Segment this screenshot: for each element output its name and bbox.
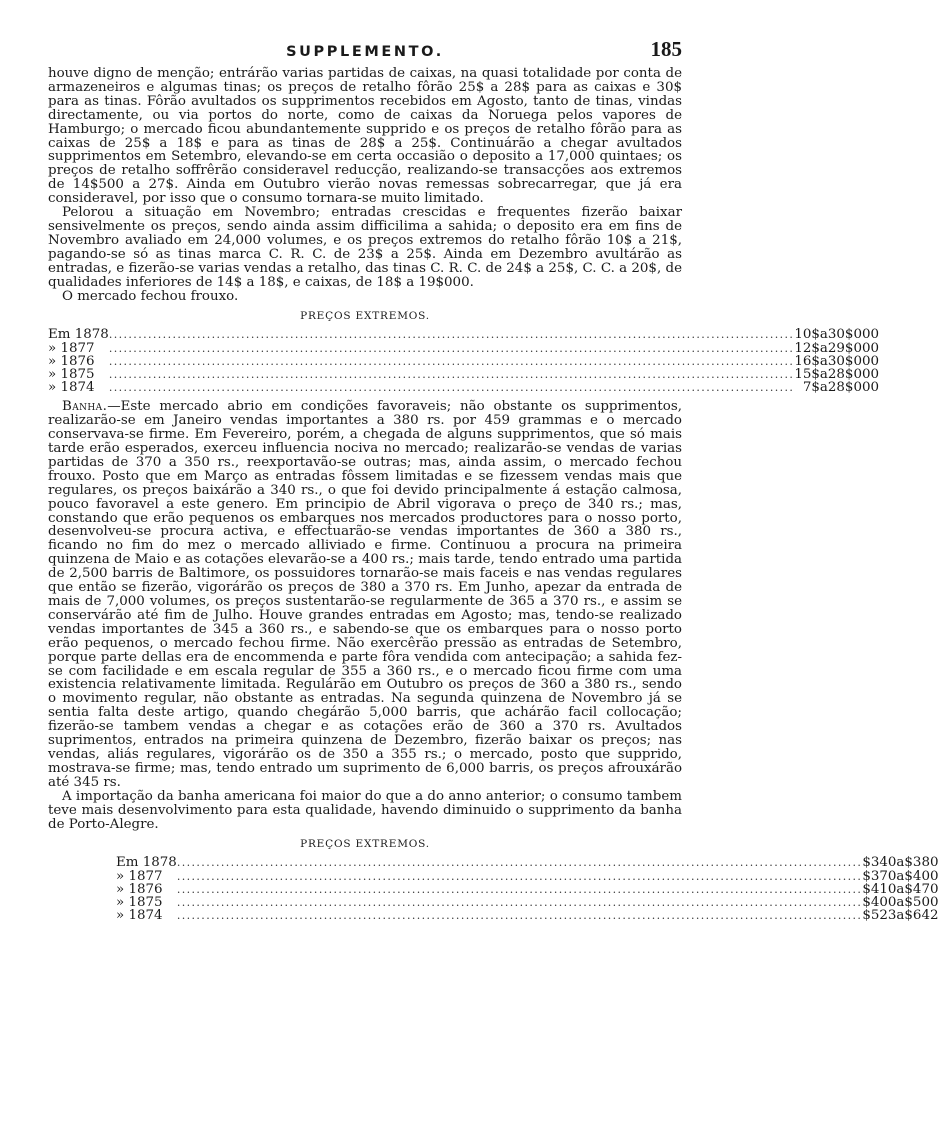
year-label: Em 1878 <box>116 855 177 871</box>
leader-dots: ............................................................................................................................................ <box>176 882 863 896</box>
banha-body: —Este mercado abrio em condições favoraveis; não obstante os supprimentos, realizarão-se em Janeiro vendas importantes a 380 rs. por 459 grammas e o mercado conservava-se firme. Em Fevereiro, porém, a chegada de alguns supprimentos, que só mais tarde erão esperados, exerceu influencia nociva no mercado; realizarão-se vendas de varias partidas de 370 a 350 rs., reexportavão-se outras; mas, ainda assim, o mercado fechou frouxo. Posto que em Março as entradas fôssem limitadas e se fizessem vendas mais que regulares, os preços baixárão a 340 rs., o que foi devido principalmente á estação calmosa, pouco favoravel a este genero. Em principio de Abril vigorava o preço de 340 rs.; mas, constando que erão pequenos os embarques nos mercados productores para o nosso porto, desenvolveu-se procura activa, e effectuarão-se vendas importantes de 360 a 380 rs., ficando no fim do mez o mercado alliviado e firme. Continuou a procura na primeira quinzena de Maio e as cotações elevarão-se a 400 rs.; mais tarde, tendo entrado uma partida de 2,500 barris de Baltimore, os possuidores tornarão-se mais faceis e nas vendas regulares que então se fizerão, vigorárão os preços de 380 a 370 rs. Em Junho, apezar da entrada de mais de 7,000 volumes, os preços sustentarão-se regularmente de 365 a 370 rs., e assim se conservárão até fim de Julho. Houve grandes entradas em Agosto; mas, tendo-se realizado vendas importantes de 345 a 360 rs., e sabendo-se que os embarques para o nosso porto erão pequenos, o mercado fechou firme. Não exercêrão pressão as entradas de Setembro, porque parte dellas era de encommenda e parte fôra vendida com antecipação; a sahida fez-se com facilidade e em escala regular de 355 a 360 rs., e o mercado ficou firme com uma existencia relativamente limitada. Regulárão em Outubro os preços de 360 a 380 rs., sendo o movimento regular, não obstante as entradas. Na segunda quinzena de Novembro já se sentia falta deste artigo, quando chegárão 5,000 barris, que achárão facil collocação; fizerão-se tambem vendas a chegar e as cotações erão de 360 a 370 rs. Avultados suprimentos, entrados na primeira quinzena de Dezembro, fizerão baixar os preços; nas vendas, aliás regulares, vigorárão os de 350 a 355 rs.; o mercado, posto que supprido, mostrava-se firme; mas, tendo entrado um suprimento de 6,000 barris, os preços afrouxárão até 345 rs. <box>48 399 682 790</box>
leader-dots: ............................................................................................................................................ <box>108 328 795 342</box>
paragraph-banha <box>48 400 682 789</box>
range-separator: a <box>819 340 828 356</box>
year-label: » 1876 <box>116 881 163 897</box>
high-price: 30$000 <box>827 353 880 369</box>
leader-dots: ............................................................................................................................................ <box>176 856 863 870</box>
leader-dots: ............................................................................................................................................ <box>108 367 795 381</box>
price-row <box>116 870 938 883</box>
range-separator: a <box>819 366 828 382</box>
leader-dots: ............................................................................................................................................ <box>108 354 795 368</box>
leader-dots: ............................................................................................................................................ <box>176 895 863 909</box>
year-label: » 1877 <box>116 868 163 884</box>
leader-dots: ............................................................................................................................................ <box>176 909 863 923</box>
high-price: 30$000 <box>827 327 880 343</box>
price-row <box>48 342 879 355</box>
year-label: » 1875 <box>116 894 163 910</box>
low-price: 16$ <box>794 353 820 369</box>
year-label: Em 1878 <box>48 327 109 343</box>
running-header <box>48 37 682 66</box>
high-price: $380 <box>904 855 938 871</box>
price-table-2 <box>116 856 938 922</box>
low-price: 15$ <box>794 366 820 382</box>
range-separator: a <box>896 908 905 924</box>
year-label: » 1877 <box>48 340 95 356</box>
year-label: » 1876 <box>48 353 95 369</box>
price-row <box>48 355 879 368</box>
range-separator: a <box>819 380 828 396</box>
low-price: 10$ <box>794 327 820 343</box>
range-separator: a <box>896 868 905 884</box>
page-number: 185 <box>650 37 682 61</box>
price-row <box>116 909 938 922</box>
year-label: » 1874 <box>48 380 95 396</box>
price-table-1 <box>48 328 879 394</box>
leader-dots: ............................................................................................................................................ <box>108 381 795 395</box>
price-row <box>48 328 879 341</box>
year-label: » 1874 <box>116 908 163 924</box>
low-price: $340 <box>862 855 897 871</box>
low-price: $400 <box>862 894 897 910</box>
range-separator: a <box>896 881 905 897</box>
high-price: $642 <box>904 908 938 924</box>
price-row <box>48 368 879 381</box>
high-price: 28$000 <box>827 380 880 396</box>
low-price: 7$ <box>802 380 820 396</box>
high-price: 29$000 <box>827 340 880 356</box>
page <box>48 37 938 924</box>
paragraph-importacao: A importação da banha americana foi maior do que a do anno anterior; o consumo tambem teve mais desenvolvimento para esta qualidade, havendo diminuido o supprimento da banha de Porto-Alegre. <box>48 788 682 832</box>
leader-dots: ............................................................................................................................................ <box>176 869 863 883</box>
low-price: $523 <box>862 908 897 924</box>
price-row <box>116 896 938 909</box>
high-price: $500 <box>904 894 938 910</box>
price-row <box>116 856 938 869</box>
banha-lead: Banha. <box>62 399 108 415</box>
low-price: $370 <box>862 868 897 884</box>
price-row <box>48 381 879 394</box>
year-label: » 1875 <box>48 366 95 382</box>
leader-dots: ............................................................................................................................................ <box>108 341 795 355</box>
low-price: $410 <box>862 881 897 897</box>
prices-heading-1: PREÇOS EXTREMOS. <box>300 310 430 323</box>
range-separator: a <box>896 894 905 910</box>
paragraph-november: Pelorou a situação em Novembro; entradas crescidas e frequentes fizerão baixar sensivelmente os preços, sendo ainda assim difficilima a sahida; o deposito era em fins de Novembro avaliado em 24,000 volumes, e os preços extremos do retalho fôrão 10$ a 21$, pagando-se só as tinas marca C. R. C. de 23$ a 25$. Ainda em Dezembro avultárão as entradas, e fizerão-se varias vendas a retalho, das tinas C. R. C. de 24$ a 25$, C. C. a 20$, de qualidades inferiores de 14$ a 18$, e caixas, de 18$ a 19$000. <box>48 205 682 290</box>
paragraph-closing: O mercado fechou frouxo. <box>62 288 239 304</box>
high-price: $470 <box>904 881 938 897</box>
low-price: 12$ <box>794 340 820 356</box>
running-title: SUPPLEMENTO. <box>286 44 444 60</box>
high-price: 28$000 <box>827 366 880 382</box>
paragraph-intro: houve digno de menção; entrárão varias partidas de caixas, na quasi totalidade por conta de armazeneiros e algumas tinas; os preços de retalho fôrão 25$ a 28$ para as caixas e 30$ para as tinas. Fôrão avultados os supprimentos recebidos em Agosto, tanto de tinas, vindas directamente, ou via portos do norte, como de caixas da Noruega pelos vapores de Hamburgo; o mercado ficou abundantemente supprido e os preços de retalho fôrão para as caixas de 25$ a 18$ e para as tinas de 28$ a 25$. Continuárão a chegar avultados supprimentos em Setembro, elevando-se em certa occasião o deposito a 17,000 quintaes; os preços de retalho soffrêrão consideravel reducção, realizando-se transacções aos extremos de 14$500 a 27$. Ainda em Outubro vierão novas remessas sobrecarregar, que já era consideravel, por isso que o consumo tornara-se muito limitado. <box>48 66 682 207</box>
range-separator: a <box>896 855 905 871</box>
price-row <box>116 883 938 896</box>
high-price: $400 <box>904 868 938 884</box>
prices-heading-2: PREÇOS EXTREMOS. <box>300 838 430 851</box>
range-separator: a <box>819 353 828 369</box>
range-separator: a <box>819 327 828 343</box>
